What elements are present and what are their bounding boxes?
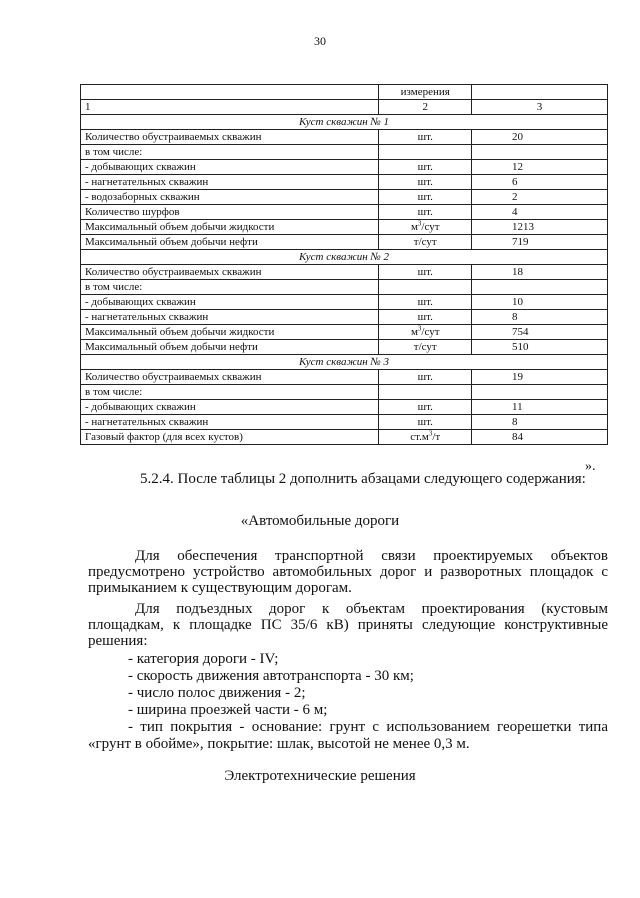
value-cell: 8 (471, 310, 607, 325)
parameter-cell: - добывающих скважин (81, 295, 379, 310)
table-header-row (81, 100, 608, 115)
unit-cell (379, 385, 472, 400)
header-cell: 3 (471, 100, 607, 115)
unit-cell: т/сут (379, 235, 472, 250)
value-cell (471, 385, 607, 400)
header-cell (81, 85, 379, 100)
parameter-cell: Максимальный объем добычи жидкости (81, 220, 379, 235)
paragraph-2: Для подъездных дорог к объектам проектирования (кустовым площадкам, к площадке ПС 35/6 кВ) приняты следующие конструктивные решения: (88, 601, 608, 649)
subsection-title-electrical: Электротехнические решения (224, 768, 416, 784)
table-row (81, 175, 608, 190)
parameter-cell: - нагнетательных скважин (81, 415, 379, 430)
unit-cell: т/сут (379, 340, 472, 355)
table-row (81, 160, 608, 175)
table-row (81, 205, 608, 220)
parameter-cell: Количество шурфов (81, 205, 379, 220)
header-cell: 1 (81, 100, 379, 115)
unit-cell: шт. (379, 415, 472, 430)
section-title: Куст скважин № 3 (81, 355, 608, 370)
table-row (81, 280, 608, 295)
parameter-cell: Количество обустраиваемых скважин (81, 265, 379, 280)
value-cell: 6 (471, 175, 607, 190)
table-row (81, 265, 608, 280)
unit-cell: шт. (379, 370, 472, 385)
value-cell: 12 (471, 160, 607, 175)
unit-cell (379, 280, 472, 295)
value-cell: 8 (471, 415, 607, 430)
value-cell: 754 (471, 325, 607, 340)
table-row (81, 220, 608, 235)
table-row (81, 325, 608, 340)
table-row (81, 400, 608, 415)
value-cell: 18 (471, 265, 607, 280)
parameter-cell: в том числе: (81, 385, 379, 400)
table-row (81, 340, 608, 355)
parameter-cell: Количество обустраиваемых скважин (81, 130, 379, 145)
unit-cell: $м^3$/сут (379, 325, 472, 340)
value-cell: 2 (471, 190, 607, 205)
unit-cell: шт. (379, 190, 472, 205)
parameter-cell: в том числе: (81, 145, 379, 160)
value-cell: 19 (471, 370, 607, 385)
unit-cell: $ст.м^3/т$ (379, 430, 472, 445)
table-row (81, 370, 608, 385)
table-row (81, 430, 608, 445)
parameter-cell: Газовый фактор (для всех кустов) (81, 430, 379, 445)
value-cell: 11 (471, 400, 607, 415)
table-row (81, 235, 608, 250)
table-row (81, 130, 608, 145)
section-title-row (81, 115, 608, 130)
parameter-cell: Количество обустраиваемых скважин (81, 370, 379, 385)
unit-cell: $м^3$/сут (379, 220, 472, 235)
parameter-cell: - нагнетательных скважин (81, 175, 379, 190)
unit-cell: шт. (379, 160, 472, 175)
closing-quote: ». (585, 459, 596, 474)
header-cell: измерения (379, 85, 472, 100)
section-title: Куст скважин № 1 (81, 115, 608, 130)
data-table (80, 84, 608, 445)
section-title-row (81, 355, 608, 370)
value-cell: 1213 (471, 220, 607, 235)
table-header-row (81, 85, 608, 100)
header-cell: 2 (379, 100, 472, 115)
parameter-cell: - нагнетательных скважин (81, 310, 379, 325)
header-cell (471, 85, 607, 100)
section-title: Куст скважин № 2 (81, 250, 608, 265)
parameter-cell: Максимальный объем добычи нефти (81, 235, 379, 250)
paragraph-1: Для обеспечения транспортной связи проектируемых объектов предусмотрено устройство автомобильных дорог и разворотных площадок с примыканием к существующим дорогам. (88, 548, 608, 596)
value-cell: 4 (471, 205, 607, 220)
parameter-cell: Максимальный объем добычи нефти (81, 340, 379, 355)
value-cell: 84 (471, 430, 607, 445)
section-title-row (81, 250, 608, 265)
unit-cell: шт. (379, 400, 472, 415)
heading-paragraph: 5.2.4. После таблицы 2 дополнить абзацами следующего содержания: (140, 471, 586, 487)
parameter-cell: - добывающих скважин (81, 400, 379, 415)
list-item-speed: - скорость движения автотранспорта - 30 км; (128, 668, 414, 684)
unit-cell: шт. (379, 175, 472, 190)
value-cell: 719 (471, 235, 607, 250)
value-cell (471, 280, 607, 295)
table-row (81, 385, 608, 400)
list-item-width: - ширина проезжей части - 6 м; (128, 702, 328, 718)
value-cell (471, 145, 607, 160)
table-body (81, 85, 608, 445)
table-row (81, 415, 608, 430)
table-row (81, 145, 608, 160)
value-cell: 510 (471, 340, 607, 355)
list-item-lanes: - число полос движения - 2; (128, 685, 306, 701)
unit-cell: шт. (379, 130, 472, 145)
table-row (81, 190, 608, 205)
list-item-surface: - тип покрытия - основание: грунт с использованием георешетки типа «грунт в обойме», покрытие: шлак, высотой не менее 0,3 м. (88, 719, 608, 752)
subsection-title: «Автомобильные дороги (240, 513, 400, 529)
unit-cell: шт. (379, 205, 472, 220)
value-cell: 20 (471, 130, 607, 145)
value-cell: 10 (471, 295, 607, 310)
table-row (81, 310, 608, 325)
parameter-cell: - водозаборных скважин (81, 190, 379, 205)
parameter-cell: - добывающих скважин (81, 160, 379, 175)
table-row (81, 295, 608, 310)
parameter-cell: Максимальный объем добычи жидкости (81, 325, 379, 340)
unit-cell: шт. (379, 310, 472, 325)
unit-cell: шт. (379, 265, 472, 280)
parameter-cell: в том числе: (81, 280, 379, 295)
list-item-category: - категория дороги - IV; (128, 651, 279, 667)
page-number: 30 (314, 34, 326, 48)
unit-cell (379, 145, 472, 160)
unit-cell: шт. (379, 295, 472, 310)
